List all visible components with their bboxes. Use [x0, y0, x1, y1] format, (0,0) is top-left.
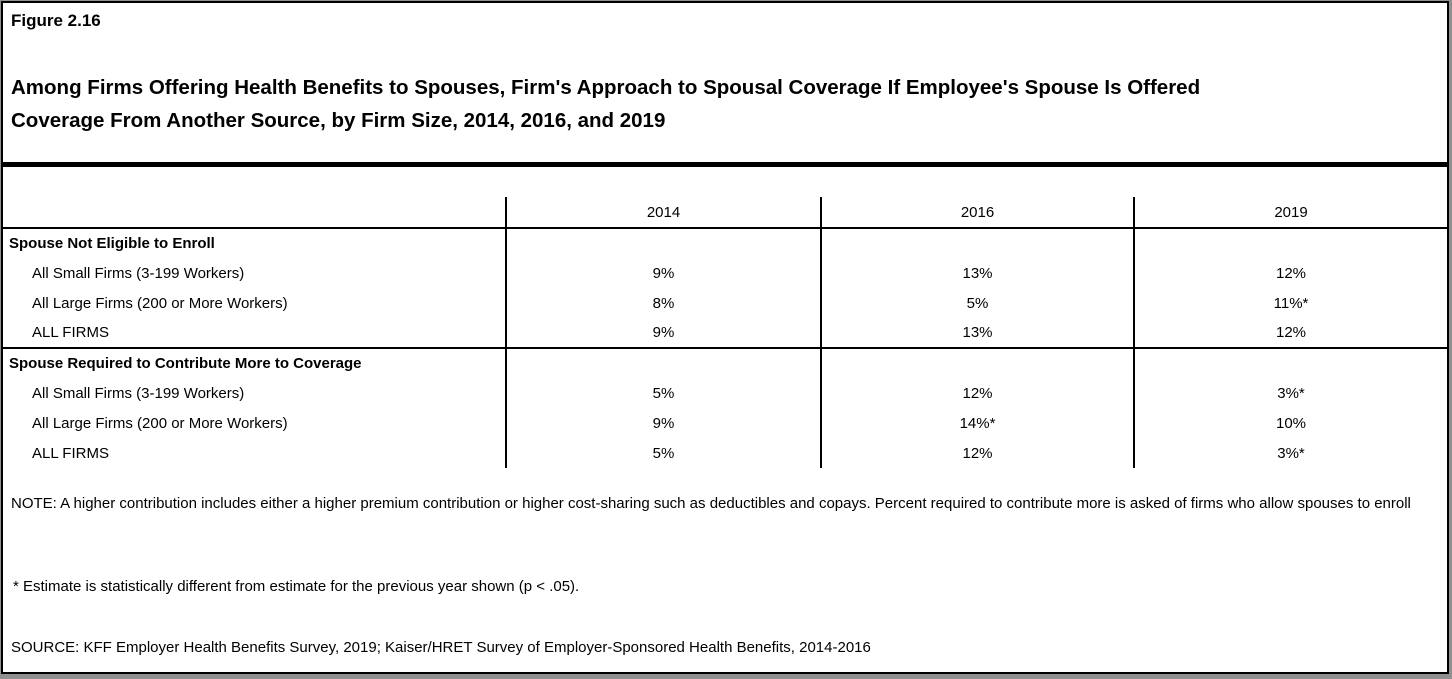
value-cell-2016: 12%	[821, 438, 1134, 468]
row-label: All Small Firms (3-199 Workers)	[32, 384, 245, 402]
value-cell-2014: 5%	[506, 378, 821, 408]
value-cell-2019: 3%*	[1134, 438, 1447, 468]
figure-page	[1, 1, 1449, 674]
section-header-label: Spouse Not Eligible to Enroll	[9, 235, 215, 252]
empty-cell	[821, 228, 1134, 258]
column-header-blank	[3, 197, 506, 228]
figure-title	[11, 71, 1431, 137]
value-cell-2016: 14%*	[821, 408, 1134, 438]
section-header-row	[3, 348, 1447, 378]
table-row	[3, 318, 1447, 348]
value-cell-2014: 8%	[506, 288, 821, 318]
section-header-row	[3, 228, 1447, 258]
data-table	[3, 167, 1447, 468]
column-header-2014: 2014	[506, 197, 821, 228]
row-label: All Large Firms (200 or More Workers)	[32, 414, 288, 432]
value-cell-2016: 13%	[821, 318, 1134, 348]
value-cell-2014: 9%	[506, 258, 821, 288]
value-cell-2014: 9%	[506, 408, 821, 438]
value-cell-2016: 13%	[821, 258, 1134, 288]
figure-title-line1: Among Firms Offering Health Benefits to Spouses, Firm's Approach to Spousal Coverage If Employee's Spouse Is Offered	[11, 76, 1201, 99]
value-cell-2019: 12%	[1134, 318, 1447, 348]
value-cell-2019: 11%*	[1134, 288, 1447, 318]
column-header-2016: 2016	[821, 197, 1134, 228]
section-header-label: Spouse Required to Contribute More to Coverage	[9, 355, 362, 372]
footnote-text: * Estimate is statistically different from estimate for the previous year shown (p < .05).	[13, 578, 580, 595]
row-label: ALL FIRMS	[32, 444, 109, 462]
table-row	[3, 438, 1447, 468]
empty-cell	[821, 348, 1134, 378]
column-header-2019: 2019	[1134, 197, 1447, 228]
value-cell-2016: 12%	[821, 378, 1134, 408]
value-cell-2016: 5%	[821, 288, 1134, 318]
table-row	[3, 408, 1447, 438]
table-header-row	[3, 197, 1447, 228]
value-cell-2014: 5%	[506, 438, 821, 468]
source-text: SOURCE: KFF Employer Health Benefits Survey, 2019; Kaiser/HRET Survey of Employer-Sponsored Health Benefits, 2014-2016	[11, 639, 871, 656]
figure-number: Figure 2.16	[11, 11, 101, 30]
value-cell-2019: 12%	[1134, 258, 1447, 288]
empty-cell	[1134, 228, 1447, 258]
note-text: NOTE: A higher contribution includes either a higher premium contribution or higher cost-sharing such as deductibles and copays. Percent required to contribute more is asked of firms who allow spouses to enroll	[11, 495, 1411, 512]
row-label: ALL FIRMS	[3, 318, 506, 348]
row-label: All Small Firms (3-199 Workers)	[32, 264, 245, 282]
table-spacer-row	[3, 167, 1447, 197]
empty-cell	[506, 228, 821, 258]
empty-cell	[1134, 348, 1447, 378]
value-cell-2019: 3%*	[1134, 378, 1447, 408]
row-label: All Large Firms (200 or More Workers)	[32, 294, 288, 312]
value-cell-2014: 9%	[506, 318, 821, 348]
value-cell-2019: 10%	[1134, 408, 1447, 438]
table-row	[3, 258, 1447, 288]
table-row	[3, 288, 1447, 318]
empty-cell	[506, 348, 821, 378]
table-row	[3, 378, 1447, 408]
figure-title-line2: Coverage From Another Source, by Firm Size, 2014, 2016, and 2019	[11, 109, 666, 132]
